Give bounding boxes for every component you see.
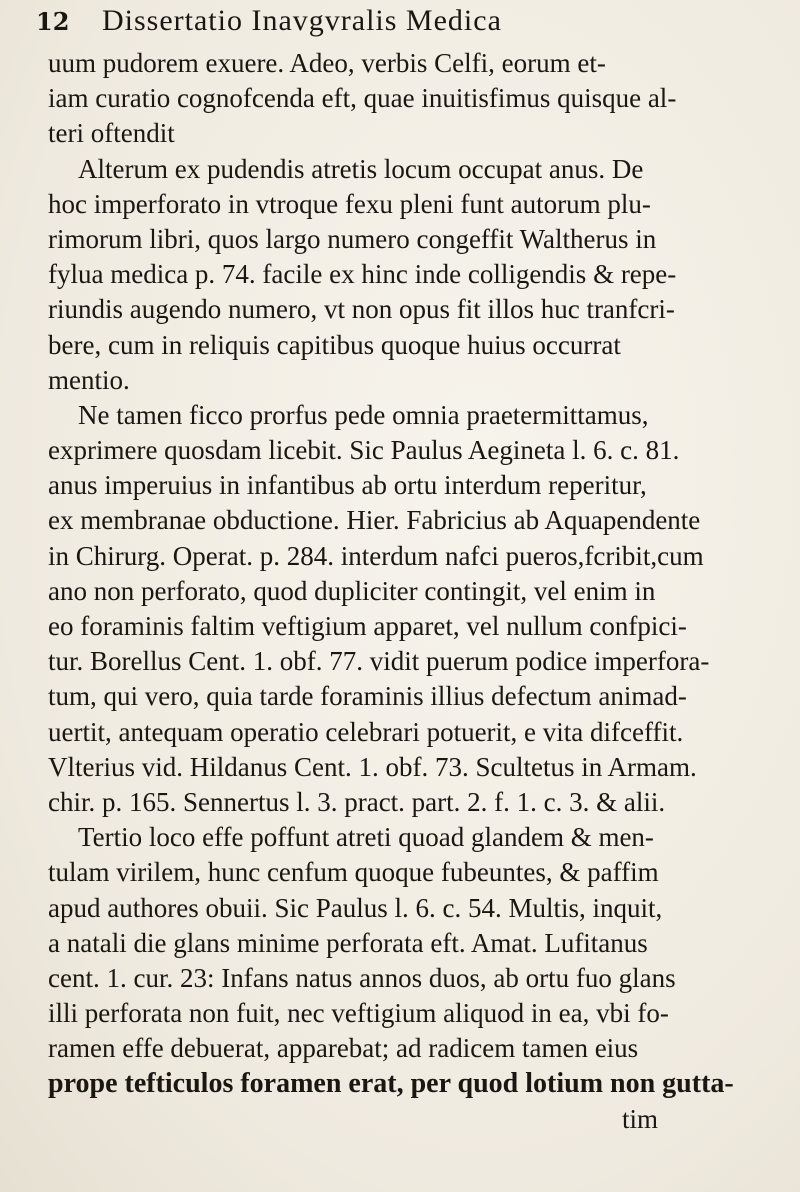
text-line: mentio. — [48, 364, 130, 395]
catchword: tim — [621, 1103, 658, 1134]
text-line: tur. Borellus Cent. 1. obf. 77. vidit puerum podice imperfora- — [48, 646, 710, 677]
text-line: fylua medica p. 74. facile ex hinc inde colligendis & repe- — [48, 259, 677, 290]
text-line: eo foraminis faltim veftigium apparet, vel nullum confpici- — [48, 611, 687, 641]
text-line: Tertio loco effe poffunt atreti quoad glandem & men- — [78, 822, 654, 853]
page-number: 12 — [36, 7, 70, 36]
text-line: iam curatio cognofcenda eft, quae inuitisfimus quisque al- — [48, 83, 677, 114]
text-line: uertit, antequam operatio celebrari potuerit, e vita difceffit. — [48, 716, 684, 747]
text-line: ramen effe debuerat, apparebat; ad radicem tamen eius — [48, 1033, 639, 1064]
text-line: Ne tamen ficco prorfus pede omnia praetermittamus, — [78, 399, 649, 430]
body-text — [48, 46, 778, 1137]
text-line: in Chirurg. Operat. p. 284. interdum nafci pueros,fcribit,cum — [48, 540, 704, 571]
text-line: illi perforata non fuit, nec veftigium aliquod in ea, vbi fo- — [48, 998, 669, 1029]
text-line: tulam virilem, hunc cenfum quoque fubeuntes, & paffim — [48, 857, 659, 888]
text-line: ex membranae obductione. Hier. Fabricius ab Aquapendente — [48, 505, 701, 536]
text-line: chir. p. 165. Sennertus l. 3. pract. part. 2. f. 1. c. 3. & alii. — [48, 786, 666, 817]
page-header — [36, 4, 776, 46]
text-line: teri oftendit — [48, 118, 175, 149]
text-line: cent. 1. cur. 23: Infans natus annos duos, ab ortu fuo glans — [48, 962, 676, 993]
text-line: uum pudorem exuere. Adeo, verbis Celfi, eorum et- — [48, 48, 606, 78]
text-line: apud authores obuii. Sic Paulus l. 6. c. 54. Multis, inquit, — [48, 892, 663, 923]
text-line: exprimere quosdam licebit. Sic Paulus Aegineta l. 6. c. 81. — [48, 435, 680, 466]
text-line: rimorum libri, quos largo numero congeffit Waltherus in — [48, 223, 657, 254]
text-line: Alterum ex pudendis atretis locum occupat anus. De — [78, 153, 644, 184]
text-line: hoc imperforato in vtroque fexu pleni funt autorum plu- — [48, 188, 651, 219]
text-line: bere, cum in reliquis capitibus quoque huius occurrat — [48, 329, 621, 360]
text-line: riundis augendo numero, vt non opus fit illos huc tranfcri- — [48, 294, 675, 325]
text-line: a natali die glans minime perforata eft. Amat. Lufitanus — [48, 927, 648, 958]
running-title: Dissertatio Inavgvralis Medica — [102, 4, 502, 37]
text-line: anus imperuius in infantibus ab ortu interdum reperitur, — [48, 470, 647, 501]
text-line: ano non perforato, quod dupliciter contingit, vel enim in — [48, 575, 656, 606]
text-line: tum, qui vero, quia tarde foraminis illius defectum animad- — [48, 681, 687, 712]
text-line: Vlterius vid. Hildanus Cent. 1. obf. 73. Scultetus in Armam. — [48, 751, 697, 782]
text-line: prope tefticulos foramen erat, per quod lotium non gutta- — [48, 1068, 734, 1100]
